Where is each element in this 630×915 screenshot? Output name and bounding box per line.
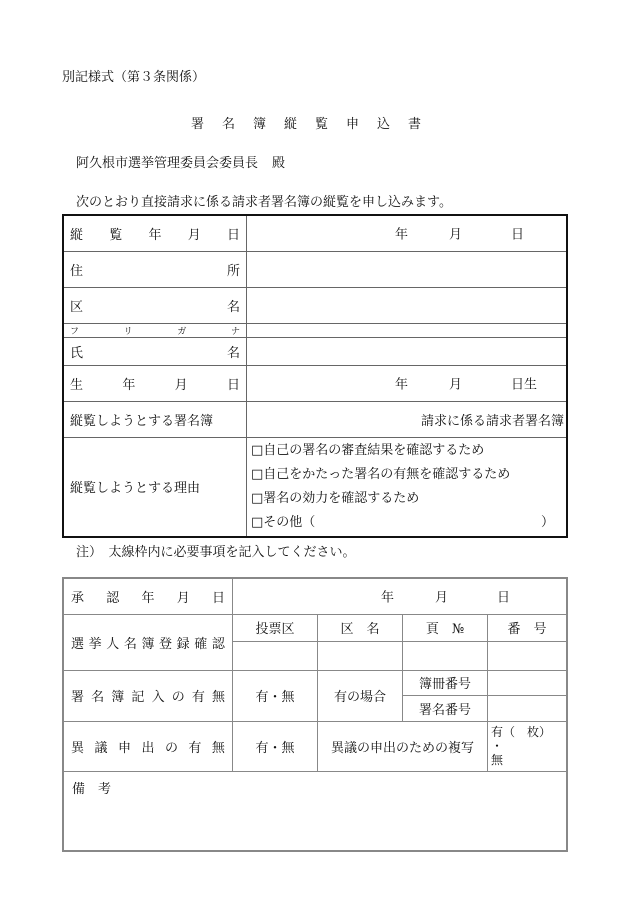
furigana-field[interactable] xyxy=(247,323,568,337)
registry-check-label-text xyxy=(71,633,225,652)
label-char: 住 xyxy=(70,263,84,279)
label-char: 月 xyxy=(174,377,188,393)
approval-day: 日 xyxy=(497,590,511,606)
col-district: 投票区 xyxy=(233,614,318,641)
remarks-label: 備 考 xyxy=(72,781,112,797)
label-char: 生 xyxy=(70,377,84,393)
view-date-row xyxy=(63,215,567,251)
district-value[interactable] xyxy=(233,641,318,670)
honorific: 殿 xyxy=(272,156,286,171)
note-text: 注） 太線枠内に必要事項を記入してください。 xyxy=(76,545,356,560)
label-char: 簿 xyxy=(141,636,155,652)
view-date-year: 年 xyxy=(395,227,409,243)
label-char: 区 xyxy=(70,299,84,315)
target-row xyxy=(63,401,567,437)
form-label: 別記様式（第３条関係） xyxy=(62,70,206,85)
label-char: 年 xyxy=(148,227,162,243)
label-char: ナ xyxy=(230,326,240,337)
approval-date-label xyxy=(63,578,233,614)
label-char: 名 xyxy=(226,345,240,361)
birth-year: 年 xyxy=(395,377,409,393)
reason-option-4-text: □その他（ xyxy=(251,514,316,530)
reason-options xyxy=(247,437,568,537)
reason-row xyxy=(63,437,567,537)
label-char: 挙 xyxy=(88,636,102,652)
label-char: リ xyxy=(123,326,133,337)
view-date-month: 月 xyxy=(449,227,463,243)
name-field[interactable] xyxy=(247,337,568,365)
district-label-text xyxy=(70,296,240,315)
furigana-label-text xyxy=(70,324,240,337)
label-char: 簿 xyxy=(111,690,125,705)
label-char: 申 xyxy=(117,740,131,756)
label-char: 人 xyxy=(106,636,120,652)
label-char: 異 xyxy=(71,740,85,756)
target-value: 請求に係る請求者署名簿 xyxy=(247,401,568,437)
number-value[interactable] xyxy=(488,641,568,670)
label-char: 氏 xyxy=(70,345,84,361)
label-char: の xyxy=(171,690,185,705)
book-number-value[interactable] xyxy=(488,670,568,695)
approval-date-label-text xyxy=(71,587,225,606)
label-char: 無 xyxy=(211,740,225,756)
label-char: 縦 xyxy=(70,227,84,243)
objection-label xyxy=(63,721,233,771)
document-title: 署名簿縦覧申込書 xyxy=(190,117,439,132)
copy-label: 異議の申出のための複写 xyxy=(318,721,488,771)
label-char: 日 xyxy=(226,227,240,243)
birth-row xyxy=(63,365,567,401)
name-label-text xyxy=(70,342,240,361)
birth-label-text xyxy=(70,374,240,393)
registry-header-row xyxy=(63,614,567,641)
registry-check-label xyxy=(63,614,233,670)
signature-number-label: 署名番号 xyxy=(403,695,488,721)
objection-row xyxy=(63,721,567,771)
name-row xyxy=(63,337,567,365)
signature-entry-yes-no[interactable]: 有・無 xyxy=(233,670,318,721)
address-label-text xyxy=(70,260,240,279)
copy-dot: ・ xyxy=(491,739,504,753)
col-number: 番 号 xyxy=(488,614,568,641)
application-table xyxy=(62,214,568,538)
birth-day: 日生 xyxy=(511,377,538,393)
label-char: 無 xyxy=(211,690,225,705)
signature-entry-label-text xyxy=(71,686,225,705)
approval-year: 年 xyxy=(381,590,395,606)
signature-entry-row-1 xyxy=(63,670,567,695)
label-char: 承 xyxy=(71,590,85,606)
book-number-label: 簿冊番号 xyxy=(403,670,488,695)
approval-month: 月 xyxy=(435,590,449,606)
label-char: 年 xyxy=(141,590,155,606)
address-field[interactable] xyxy=(247,251,568,287)
name-label xyxy=(63,337,247,365)
copy-no: 無 xyxy=(491,753,504,767)
copy-yes-no[interactable] xyxy=(488,721,568,771)
if-yes-label: 有の場合 xyxy=(318,670,403,721)
label-char: 日 xyxy=(211,590,225,606)
reason-option-3[interactable]: □署名の効力を確認するため xyxy=(251,490,420,506)
reason-option-4-close: ） xyxy=(540,514,554,530)
intro-text: 次のとおり直接請求に係る請求者署名簿の縦覧を申し込みます。 xyxy=(76,195,452,210)
district-row xyxy=(63,287,567,323)
address-row xyxy=(63,251,567,287)
remarks-row xyxy=(63,771,567,851)
label-char: 所 xyxy=(226,263,240,279)
col-ward: 区 名 xyxy=(318,614,403,641)
view-date-day: 日 xyxy=(511,227,525,243)
view-date-field[interactable] xyxy=(247,215,568,251)
district-label xyxy=(63,287,247,323)
label-char: 認 xyxy=(106,590,120,606)
label-char: 登 xyxy=(159,636,173,652)
signature-entry-label xyxy=(63,670,233,721)
label-char: 名 xyxy=(123,636,137,652)
label-char: 年 xyxy=(122,377,136,393)
label-char: 記 xyxy=(131,690,145,705)
label-char: 録 xyxy=(176,636,190,652)
label-char: 入 xyxy=(151,690,165,705)
approval-date-field[interactable] xyxy=(233,578,568,614)
birth-label xyxy=(63,365,247,401)
furigana-label xyxy=(63,323,247,337)
birth-field[interactable] xyxy=(247,365,568,401)
target-label: 縦覧しようとする署名簿 xyxy=(63,401,247,437)
office-use-table xyxy=(62,577,568,852)
label-char: 月 xyxy=(176,590,190,606)
label-char: 確 xyxy=(194,636,208,652)
label-char: 署 xyxy=(71,690,85,705)
district-field[interactable] xyxy=(247,287,568,323)
label-char: 日 xyxy=(226,377,240,393)
label-char: 出 xyxy=(141,740,155,756)
address-label xyxy=(63,251,247,287)
label-char: 有 xyxy=(191,690,205,705)
ward-value[interactable] xyxy=(318,641,403,670)
signature-number-value[interactable] xyxy=(488,695,568,721)
label-char: 名 xyxy=(91,690,105,705)
reason-label: 縦覧しようとする理由 xyxy=(63,437,247,537)
label-char: 有 xyxy=(188,740,202,756)
view-date-label-text xyxy=(70,224,240,243)
birth-month: 月 xyxy=(449,377,463,393)
page-value[interactable] xyxy=(403,641,488,670)
view-date-label xyxy=(63,215,247,251)
label-char: 選 xyxy=(71,636,85,652)
approval-date-row xyxy=(63,578,567,614)
reason-option-4[interactable] xyxy=(247,511,566,535)
reason-option-2[interactable]: □自己をかたった署名の有無を確認するため xyxy=(251,466,511,482)
furigana-row xyxy=(63,323,567,337)
label-char: 名 xyxy=(226,299,240,315)
objection-yes-no[interactable]: 有・無 xyxy=(233,721,318,771)
addressee-name: 阿久根市選挙管理委員会委員長 xyxy=(76,156,259,171)
label-char: 認 xyxy=(211,636,225,652)
label-char: の xyxy=(164,740,178,756)
reason-option-1[interactable]: □自己の署名の審査結果を確認するため xyxy=(251,442,485,458)
col-page: 頁 № xyxy=(403,614,488,641)
label-char: 議 xyxy=(94,740,108,756)
label-char: 月 xyxy=(187,227,201,243)
objection-label-text xyxy=(71,737,225,756)
addressee xyxy=(76,152,285,171)
label-char: フ xyxy=(70,326,80,337)
label-char: 覧 xyxy=(109,227,123,243)
remarks-field[interactable] xyxy=(63,771,567,851)
copy-yes: 有（ 枚） xyxy=(491,725,552,739)
label-char: ガ xyxy=(177,326,187,337)
